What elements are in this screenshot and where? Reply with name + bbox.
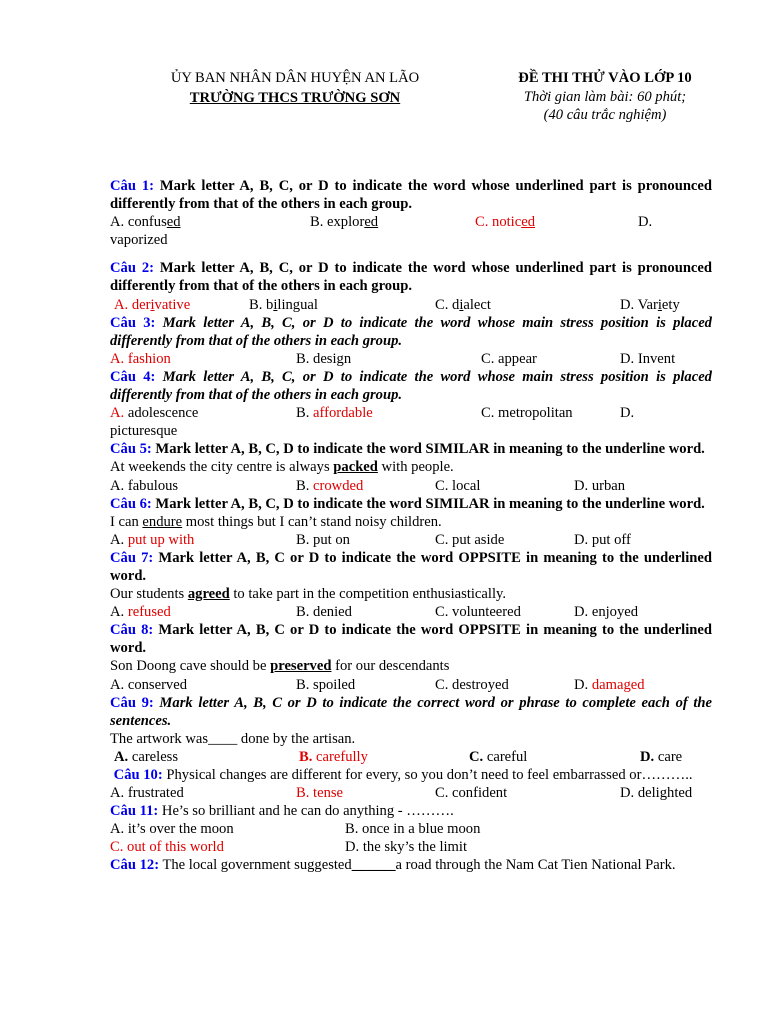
option-c: C. metropolitan bbox=[481, 405, 573, 422]
question-sentence: Our students agreed to take part in the competition enthusiastically. bbox=[110, 586, 506, 603]
question-sentence: At weekends the city centre is always packed with people. bbox=[110, 459, 454, 476]
option-b: B. explored bbox=[310, 214, 379, 231]
option-a-answer: A. refused bbox=[110, 604, 171, 621]
question-number: Câu 4: bbox=[110, 368, 156, 385]
options-5 bbox=[110, 477, 712, 495]
option-b-answer: B. carefully bbox=[299, 748, 368, 765]
question-9 bbox=[110, 694, 712, 730]
option-a: A. conserved bbox=[110, 676, 187, 693]
options-11-row2 bbox=[110, 838, 712, 856]
question-instruction: Mark letter A, B, C or D to indicate the word OPPSITE in meaning to the underlined word. bbox=[110, 549, 713, 584]
question-stem: Physical changes are different for every, so you don’t need to feel embarrassed or……….. bbox=[166, 767, 693, 783]
question-sentence: I can endure most things but I can’t stand noisy children. bbox=[110, 513, 442, 530]
question-instruction: Mark letter A, B, C or D to indicate the correct word or phrase to complete each of the sentences. bbox=[110, 694, 713, 729]
question-12 bbox=[110, 856, 712, 874]
question-sentence: The artwork was____ done by the artisan. bbox=[110, 730, 356, 747]
option-c: C. careful bbox=[469, 748, 528, 765]
exam-title: ĐỀ THI THỬ VÀO LỚP 10 bbox=[518, 70, 692, 86]
option-b-answer: B. tense bbox=[296, 785, 344, 802]
answer-blank[interactable]: ______ bbox=[351, 857, 396, 874]
option-b: B. once in a blue moon bbox=[345, 821, 481, 838]
option-c: C. dialect bbox=[435, 296, 491, 313]
option-a: A. confused bbox=[110, 214, 181, 231]
option-d: D. enjoyed bbox=[574, 604, 639, 621]
options-9 bbox=[110, 748, 712, 766]
option-d: D. the sky’s the limit bbox=[345, 839, 468, 856]
question-stem-cont: a road through the Nam Cat Tien National Park. bbox=[395, 857, 676, 874]
options-6 bbox=[110, 531, 712, 549]
option-a: A. it’s over the moon bbox=[110, 821, 234, 838]
option-d: D. care bbox=[640, 748, 683, 765]
options-4 bbox=[110, 404, 712, 422]
question-sentence: Son Doong cave should be preserved for our descendants bbox=[110, 658, 450, 675]
option-a-answer: A. derivative bbox=[114, 296, 191, 313]
option-c-answer: C. out of this world bbox=[110, 839, 224, 856]
option-a-answer: A. adolescence bbox=[110, 405, 199, 422]
question-number: Câu 1: bbox=[110, 178, 154, 194]
question-number: Câu 2: bbox=[110, 260, 154, 277]
options-3 bbox=[110, 350, 712, 368]
district-name: ỦY BAN NHÂN DÂN HUYỆN AN LÃO bbox=[170, 70, 420, 86]
question-number: Câu 9: bbox=[110, 694, 154, 711]
question-1 bbox=[110, 177, 712, 213]
question-instruction: Mark letter A, B, C, or D to indicate the word whose underlined part is pronounced differently from that of the others in each group. bbox=[110, 178, 713, 213]
option-d-answer: D. damaged bbox=[574, 676, 645, 693]
option-b-answer: B. crowded bbox=[296, 477, 364, 494]
question-number: Câu 12: bbox=[110, 857, 160, 874]
option-a-answer: A. put up with bbox=[110, 531, 195, 548]
question-number: Câu 10: bbox=[113, 767, 163, 783]
option-d: D. Invent bbox=[620, 350, 676, 367]
options-8 bbox=[110, 676, 712, 694]
question-instruction: Mark letter A, B, C, or D to indicate the word whose underlined part is pronounced differently from that of the others in each group. bbox=[110, 260, 713, 295]
question-8 bbox=[110, 621, 712, 657]
option-a: A. frustrated bbox=[110, 785, 184, 802]
question-3 bbox=[110, 314, 712, 350]
question-5 bbox=[110, 440, 712, 458]
option-c: C. appear bbox=[481, 350, 537, 367]
question-10 bbox=[110, 766, 712, 784]
question-2 bbox=[110, 259, 712, 295]
header-right bbox=[490, 68, 720, 124]
option-c: C. local bbox=[435, 477, 481, 494]
question-number: Câu 8: bbox=[110, 622, 154, 639]
question-11 bbox=[110, 802, 712, 820]
option-b: B. affordable bbox=[296, 405, 373, 422]
header-left bbox=[130, 68, 460, 108]
option-c: C. confident bbox=[435, 785, 508, 802]
option-b: B. design bbox=[296, 350, 352, 367]
question-instruction: Mark letter A, B, C, or D to indicate the word whose main stress position is placed differently from that of the others in each group. bbox=[110, 368, 712, 404]
option-c: C. put aside bbox=[435, 531, 505, 548]
question-number: Câu 7: bbox=[110, 549, 154, 566]
option-b: B. denied bbox=[296, 604, 352, 621]
option-d: D. delighted bbox=[620, 785, 693, 802]
option-a-answer: A. fashion bbox=[110, 350, 171, 367]
option-d: D. urban bbox=[574, 477, 626, 494]
option-b: B. spoiled bbox=[296, 676, 356, 693]
options-2 bbox=[110, 296, 712, 314]
option-a: A. fabulous bbox=[110, 477, 179, 494]
school-name: TRƯỜNG THCS TRƯỜNG SƠN bbox=[189, 90, 401, 106]
option-d: D. put off bbox=[574, 531, 631, 548]
question-stem: The local government suggested bbox=[162, 857, 352, 874]
option-d: D. Variety bbox=[620, 296, 680, 313]
options-11-row1 bbox=[110, 820, 712, 838]
question-stem: He’s so brilliant and he can do anything - ………. bbox=[161, 803, 454, 820]
options-10 bbox=[110, 784, 712, 802]
question-number: Câu 6: bbox=[110, 495, 152, 512]
option-d: D. bbox=[638, 214, 653, 231]
option-c: C. volunteered bbox=[435, 604, 521, 621]
question-instruction: Mark letter A, B, C, or D to indicate the word whose main stress position is placed differently from that of the others in each group. bbox=[110, 314, 712, 349]
question-list bbox=[110, 177, 712, 875]
question-6 bbox=[110, 495, 712, 513]
option-b: B. put on bbox=[296, 531, 350, 548]
option-b: B. bilingual bbox=[249, 296, 318, 313]
question-7 bbox=[110, 549, 712, 585]
option-d-wrap: vaporized bbox=[110, 232, 168, 249]
options-7 bbox=[110, 603, 712, 621]
option-d-wrap: picturesque bbox=[110, 423, 178, 440]
question-number: Câu 3: bbox=[110, 314, 156, 331]
option-c-answer: C. noticed bbox=[475, 214, 535, 231]
option-a: A. careless bbox=[114, 748, 179, 765]
options-1 bbox=[110, 213, 712, 231]
question-instruction: Mark letter A, B, C or D to indicate the word OPPSITE in meaning to the underlined word. bbox=[110, 622, 713, 657]
exam-duration: Thời gian làm bài: 60 phút; bbox=[523, 89, 687, 105]
question-number: Câu 11: bbox=[110, 803, 159, 820]
option-c: C. destroyed bbox=[435, 676, 509, 693]
question-number: Câu 5: bbox=[110, 441, 152, 458]
exam-question-count: (40 câu trắc nghiệm) bbox=[543, 107, 667, 123]
option-d: D. bbox=[620, 405, 635, 422]
question-instruction: Mark letter A, B, C, D to indicate the word SIMILAR in meaning to the underline word. bbox=[155, 441, 705, 458]
question-4 bbox=[110, 368, 712, 404]
question-instruction: Mark letter A, B, C, D to indicate the word SIMILAR in meaning to the underline word. bbox=[155, 495, 705, 512]
